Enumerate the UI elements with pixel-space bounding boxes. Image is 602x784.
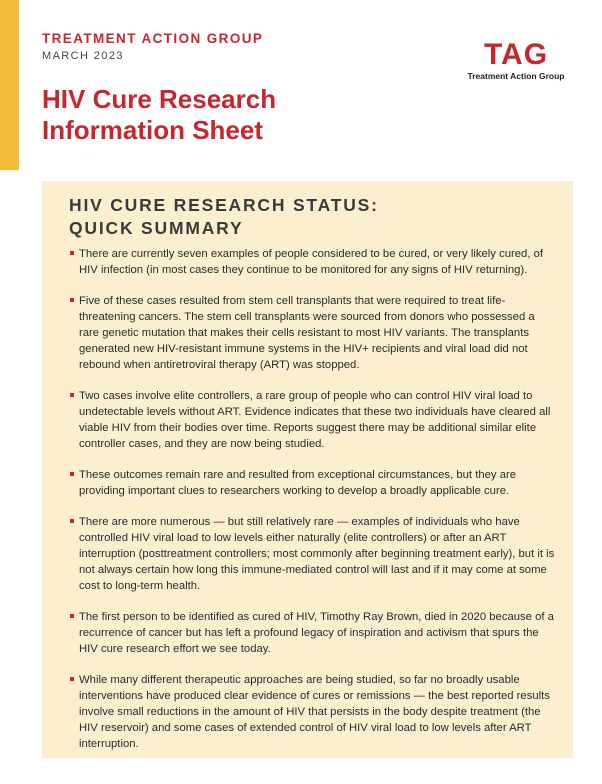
bullet-square-icon xyxy=(70,614,74,618)
bullet-text: The first person to be identified as cured of HIV, Timothy Ray Brown, died in 2020 because of a recurrence of cancer but has left a profound legacy of inspiration and activism that spurs the HIV cure research effort we see today. xyxy=(79,611,554,655)
summary-bullet-list xyxy=(70,246,556,752)
bullet-text: There are more numerous — but still relatively rare — examples of individuals who have controlled HIV viral load to low levels either naturally (elite controllers) or after an ART interruption (posttreatment controllers; most commonly after beginning treatment early), but it is not always certain how long this immune-mediated control will last and if it may come at some cost to long-term health. xyxy=(79,516,555,592)
bullet-text: These outcomes remain rare and resulted from exceptional circumstances, but they are providing important clues to researchers working to develop a broadly applicable cure. xyxy=(79,469,517,497)
bullet-square-icon xyxy=(70,519,74,523)
bullet-text: Two cases involve elite controllers, a rare group of people who can control HIV viral load to undetectable levels without ART. Evidence indicates that these two individuals have cleared all viable HIV from their bodies over time. Reports suggest there may be additional similar elite controller cases, and they are now being studied. xyxy=(79,390,551,450)
bullet-square-icon xyxy=(70,298,74,302)
summary-bullet xyxy=(70,293,556,373)
organization-name: TREATMENT ACTION GROUP xyxy=(42,31,264,46)
bullet-square-icon xyxy=(70,251,74,255)
summary-bullet xyxy=(70,609,556,657)
bullet-text: Five of these cases resulted from stem cell transplants that were required to treat life-threatening cancers. The stem cell transplants were sourced from donors who possessed a rare genetic mutation that makes their cells resistant to most HIV variants. The transplants generated new HIV-resistant immune systems in the HIV+ recipients and viral load did not rebound when antiretroviral therapy (ART) was stopped. xyxy=(79,295,535,371)
publication-date: MARCH 2023 xyxy=(42,50,124,62)
summary-bullet xyxy=(70,514,556,594)
summary-bullet xyxy=(70,467,556,499)
summary-panel xyxy=(42,181,573,758)
bullet-text: While many different therapeutic approaches are being studied, so far no broadly usable interventions have produced clear evidence of cures or remissions — the best reported results involve small reductions in the amount of HIV that persists in the body despite treatment (the HIV reservoir) and some cases of extended control of HIV viral load to low levels after ART interruption. xyxy=(79,674,550,750)
page-title: HIV Cure Research Information Sheet xyxy=(42,84,277,145)
bullet-square-icon xyxy=(70,393,74,397)
bullet-square-icon xyxy=(70,677,74,681)
summary-bullet xyxy=(70,388,556,452)
tag-logo xyxy=(466,40,566,81)
accent-side-bar xyxy=(0,0,19,170)
bullet-text: There are currently seven examples of people considered to be cured, or very likely cured, of HIV infection (in most cases they continue to be monitored for any signs of HIV returning). xyxy=(79,248,544,276)
section-heading: HIV CURE RESEARCH STATUS: QUICK SUMMARY xyxy=(69,195,379,238)
logo-subtitle: Treatment Action Group xyxy=(467,71,565,81)
bullet-square-icon xyxy=(70,472,74,476)
summary-bullet xyxy=(70,672,556,752)
logo-mark: TAG xyxy=(483,38,549,71)
summary-bullet xyxy=(70,246,556,278)
